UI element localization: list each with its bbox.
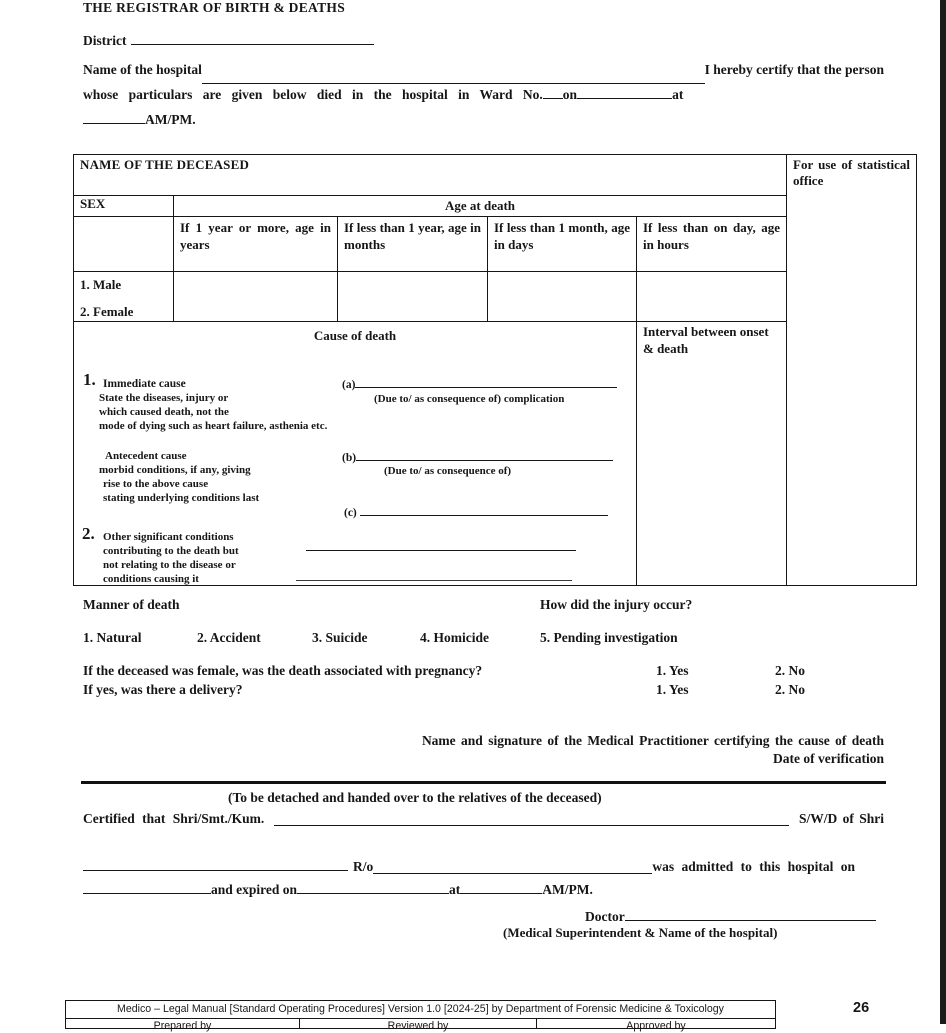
line-a-blank [355,377,617,388]
interval-header-cell: Interval between onset & death [637,322,787,586]
certified-line [83,811,884,828]
line-b-label: (b) [342,452,357,465]
line-b [342,450,613,465]
item1-title: Immediate cause [103,378,186,391]
hospital-label: Name of the hospital [83,62,202,77]
antecedent-line: morbid conditions, if any, giving [99,464,251,477]
item2-line: contributing to the death but [103,545,239,558]
sex-option-male: 1. Male [80,277,122,293]
item2-blank-1 [306,550,576,551]
antecedent-block [99,450,259,505]
residence-line [83,858,855,876]
father-name-blank [83,858,348,871]
antecedent-line: stating underlying conditions last [103,491,260,504]
doctor-line [585,908,876,926]
expired-label: and expired on [211,882,298,897]
sex-empty-cell [74,217,174,272]
injury-question: How did the injury occur? [540,597,693,612]
name-of-deceased-header: NAME OF THE DECEASED [74,155,787,196]
approval-row [65,1019,776,1032]
age-years-entry-cell [174,272,338,322]
item2-line: not relating to the disease or [103,558,236,571]
line-c-label: (c) [344,507,357,520]
ro-label: R/o [353,859,374,874]
district-blank [131,32,374,45]
expired-at-label: at [449,882,461,897]
reviewed-by-cell: Reviewed by [300,1019,537,1029]
pregnancy-no: 2. No [775,663,805,678]
hospital-paragraph [83,62,884,136]
line-a-caption: (Due to/ as consequence of) complication [374,393,565,406]
detach-note: (To be detached and handed over to the relatives of the deceased) [228,790,602,805]
delivery-no: 2. No [775,682,805,697]
residence-blank [373,861,652,874]
hospital-line-2 [83,86,884,111]
item2-number: 2. [82,524,95,544]
approved-by-cell: Approved by [537,1019,776,1029]
expired-line [83,881,855,899]
time-blank [83,111,145,124]
item2-line: conditions causing it [103,572,199,585]
cause-of-death-title: Cause of death [313,328,397,344]
manner-label: Manner of death [83,597,180,612]
certified-label: Certified that Shri/Smt./Kum. [83,811,265,826]
delivery-yes: 1. Yes [656,682,689,697]
ampm-label: AM/PM. [145,112,196,127]
age-hours-entry-cell [637,272,787,322]
cause-of-death-cell [74,322,637,586]
item1-number: 1. [83,370,96,390]
swd-label: S/W/D of Shri [798,811,884,826]
admitted-text: was admitted to this hospital on [652,859,855,874]
line-b-blank [356,450,613,461]
scan-edge-strip [940,0,946,1024]
expiry-time-blank [460,881,542,894]
item1-note-line: State the diseases, injury or [99,392,229,405]
doctor-label: Doctor [585,909,625,924]
antecedent-line: rise to the above cause [103,477,209,490]
hospital-line-3 [83,111,884,136]
manner-option-homicide: 4. Homicide [420,630,489,645]
prepared-by-cell: Prepared by [65,1019,300,1029]
ward-no-blank [543,86,563,99]
pregnancy-question: If the deceased was female, was the death associated with pregnancy? [83,663,483,678]
stat-office-cell: For use of statistical office [787,155,917,586]
age-col-hours: If less than on day, age in hours [637,217,787,272]
on-label: on [562,87,578,102]
pregnancy-question-row [83,663,884,682]
antecedent-line: Antecedent cause [105,450,187,463]
item2-line: Other significant conditions [103,531,234,544]
signature-block [284,732,884,768]
practitioner-line: Name and signature of the Medical Practitioner certifying the cause of death [421,733,884,748]
line-c-blank [360,505,608,516]
line-a-label: (a) [342,379,356,392]
age-col-days: If less than 1 month, age in days [488,217,637,272]
expiry-date-blank [297,881,449,894]
manner-option-accident: 2. Accident [197,630,261,645]
doctor-name-blank [625,908,876,921]
particulars-text: whose particulars are given below died in the hospital in Ward No. [83,87,543,102]
age-days-entry-cell [488,272,637,322]
delivery-question: If yes, was there a delivery? [83,682,243,697]
item2-blank-2 [296,580,572,581]
item2-block [103,531,239,586]
manner-option-suicide: 3. Suicide [312,630,368,645]
detach-rule [81,781,886,784]
district-line [83,32,383,50]
expired-ampm-label: AM/PM. [542,882,593,897]
line-c [344,505,608,520]
date-blank [577,86,672,99]
manner-options-row [83,630,884,650]
deceased-table [73,154,917,586]
sex-option-female: 2. Female [80,304,134,320]
line-b-caption: (Due to/ as consequence of) [384,465,512,478]
date-of-verification: Date of verification [773,751,884,766]
line-a [342,377,617,392]
at-label: at [672,87,684,102]
certified-name-blank [274,813,789,826]
footer-manual-text: Medico – Legal Manual [Standard Operating Procedures] Version 1.0 [2024-25] by Department of Forensic Medicine & Toxicology [65,1000,776,1019]
admit-date-blank [83,881,211,894]
age-months-entry-cell [338,272,488,322]
item1-note-line: which caused death, not the [99,406,229,419]
district-label: District [83,33,127,48]
age-col-years: If 1 year or more, age in years [174,217,338,272]
manner-row [83,597,884,617]
manner-option-pending: 5. Pending investigation [540,630,678,645]
certify-text: I hereby certify that the person [704,62,884,77]
item1-note-line: mode of dying such as heart failure, asthenia etc. [99,419,328,432]
hospital-blank [202,71,705,84]
superintendent-note: (Medical Superintendent & Name of the hospital) [503,925,778,940]
item1-notes [99,392,327,433]
page-title: THE REGISTRAR OF BIRTH & DEATHS [83,0,345,15]
sex-options-cell [74,272,174,322]
sex-header: SEX [74,196,174,217]
pregnancy-yes: 1. Yes [656,663,689,678]
age-col-months: If less than 1 year, age in months [338,217,488,272]
hospital-line-1 [83,62,884,86]
page-number: 26 [853,1000,870,1016]
manner-option-natural: 1. Natural [83,630,142,645]
age-at-death-header: Age at death [174,196,787,217]
delivery-question-row [83,682,884,701]
